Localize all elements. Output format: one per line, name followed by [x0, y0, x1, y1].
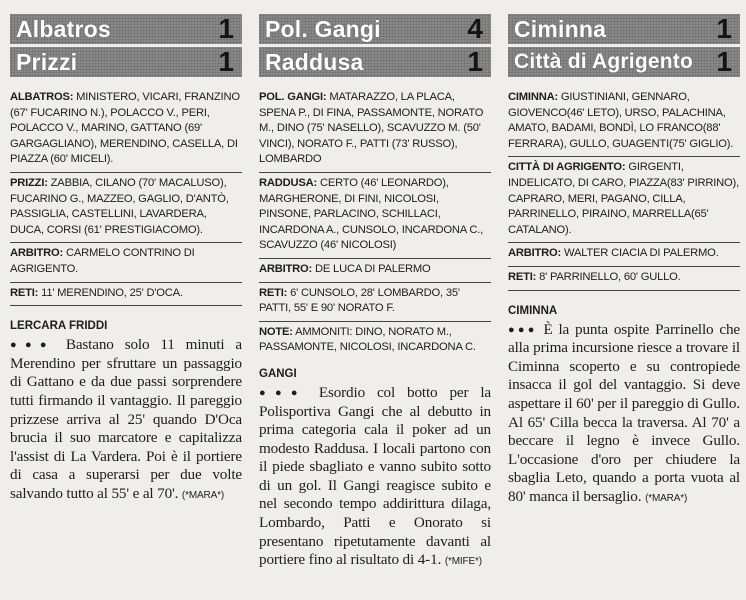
away-lineup	[259, 173, 491, 259]
notes	[259, 322, 491, 360]
home-team-band	[10, 14, 242, 44]
home-team-name: Pol. Gangi	[265, 15, 381, 42]
away-team-score: 1	[467, 46, 483, 77]
lineup-label: CIMINNA:	[508, 91, 558, 103]
lineup-text: MATARAZZO, LA PLACA, SPENA P., DI FINA, PASSAMONTE, NORATO M., DINO (75' NASELLO), SCAVUZZO M. (50' VINCI), NORATO F., PATTI (73' RUSSO), LOMBARDO	[259, 91, 484, 166]
referee-text: CARMELO CONTRINO DI AGRIGENTO.	[10, 247, 195, 275]
chronicle-text	[508, 321, 740, 509]
away-team-band	[10, 47, 242, 77]
home-team-name: Ciminna	[514, 15, 607, 42]
home-team-score: 4	[467, 13, 483, 44]
lineup-text: CERTO (46' LEONARDO), MARGHERONE, DI FINI, NICOLOSI, PINSONE, PARLACINO, SCHILLACI, INCARDONA A., CUNSOLO, INCARDONA C., SCAVUZZO (46' NICOLOSI)	[259, 176, 484, 252]
author-signature: (*MIFE*)	[444, 556, 482, 568]
author-signature: (*MARA*)	[645, 492, 688, 504]
lineup-label: ALBATROS:	[10, 91, 74, 103]
notes-text: AMMONITI: DINO, NORATO M., PASSAMONTE, NICOLOSI, INCARDONA C.	[259, 325, 476, 354]
lineup-text: ZABBIA, CILANO (70' MACALUSO), FUCARINO G., MAZZEO, GAGLIO, D'ANTÒ, PASSIGLIA, CASTELLINI, LAVARDERA, DUCA, CORSI (61' PRESTIGIACOMO).	[10, 176, 229, 236]
lineup-text: GIUSTINIANI, GENNARO, GIOVENCO(46' LETO), URSO, PALACHINA, AMATO, BADAMI, BONDÌ, LO FRANCO(88' FERRARA), GULLO, GUAGENTI(75' GIGLIO).	[508, 91, 734, 150]
bullet-dots: ●●●	[10, 339, 55, 352]
lineup-label: RADDUSA:	[259, 176, 318, 189]
match-column-albatros-prizzi	[10, 14, 242, 600]
referee	[10, 243, 242, 282]
chronicle-place: GANGI	[259, 367, 297, 380]
away-team-band	[508, 47, 740, 77]
away-team-name: Raddusa	[265, 48, 364, 75]
referee-text: DE LUCA DI PALERMO	[312, 262, 431, 275]
chronicle-text	[259, 384, 491, 572]
goals-label: RETI:	[259, 286, 288, 299]
notes-label: NOTE:	[259, 325, 293, 338]
lineup-text: MINISTERO, VICARI, FRANZINO (67' FUCARINO N.), POLACCO V., PERI, POLACCO V., MARINO, GATTANO (69' GARGAGLIANO), MERENDINO, CASELLA, DI PIAZZA (60' MICELI).	[10, 91, 240, 166]
home-lineup	[10, 87, 242, 173]
away-team-score: 1	[716, 46, 732, 77]
home-team-band	[508, 14, 740, 44]
scoreboard	[259, 14, 491, 77]
away-lineup	[10, 173, 242, 243]
goals-label: RETI:	[10, 286, 39, 299]
away-team-name: Città di Agrigento	[514, 50, 693, 73]
referee-label: ARBITRO:	[508, 247, 562, 260]
lineup-label: PRIZZI:	[10, 176, 48, 189]
chronicle-body: Esordio col botto per la Polisportiva Gangi che al debutto in prima categoria cala il poker ad un modesto Raddusa. I locali partono con il piede sbagliato e vanno subito sotto di un gol. Il Gangi reagisce subito e nel secondo tempo addirittura dilaga, Lombardo, Patti e Onorato si presentano ripetutamente davanti al portiere fino al risultato di 4-1.	[259, 383, 492, 569]
goals	[508, 267, 740, 291]
home-team-score: 1	[716, 13, 732, 44]
chronicle-text	[10, 336, 242, 505]
bullet-dots: ●●●	[508, 323, 538, 336]
match-column-gangi-raddusa	[259, 14, 491, 600]
away-team-band	[259, 47, 491, 77]
away-team-score: 1	[218, 46, 234, 77]
chronicle-place: LERCARA FRIDDI	[10, 320, 108, 333]
bullet-dots: ●●●	[259, 386, 307, 399]
home-team-score: 1	[218, 13, 234, 44]
home-lineup	[259, 87, 491, 173]
lineup-label: POL. GANGI:	[259, 91, 327, 103]
referee-label: ARBITRO:	[259, 262, 313, 275]
referee	[259, 259, 491, 283]
goals-text: 11' MERENDINO, 25' D'OCA.	[38, 286, 183, 299]
home-lineup	[508, 87, 740, 157]
away-lineup	[508, 157, 740, 243]
author-signature: (*MARA*)	[181, 489, 225, 501]
match-column-ciminna-agrigento	[508, 14, 740, 600]
goals-label: RETI:	[508, 270, 537, 283]
referee-text: WALTER CIACIA DI PALERMO.	[561, 247, 719, 260]
home-team-band	[259, 14, 491, 44]
chronicle-body: Bastano solo 11 minuti a Merendino per sfruttare un passaggio di Gattano e da due passi sorprendere tutti firmando il vantaggio. Il pareggio prizzese arriva al 25' quando D'Oca brucia il suo marcatore e capitalizza l'assist di La Vardera. Poi è il portiere di casa a superarsi per due volte salvando tutto al 55' e al 70'.	[10, 336, 242, 502]
goals	[259, 283, 491, 322]
chronicle-place: CIMINNA	[508, 304, 558, 317]
goals-text: 6' CUNSOLO, 28' LOMBARDO, 35' PATTI, 55' E 90' NORATO F.	[259, 286, 460, 315]
away-team-name: Prizzi	[16, 48, 78, 75]
goals	[10, 283, 242, 307]
scoreboard	[10, 14, 242, 77]
scoreboard	[508, 14, 740, 77]
chronicle-body: È la punta ospite Parrinello che alla prima incursione riesce a trovare il Ciminna scoperto e su contropiede insacca il gol del vantaggio. Si deve aspettare il 60' per il pareggio di Gullo. Al 65' Cilla becca la traversa. Al 70' a beccare il legno è invece Gullo. L'occasione d'oro per chiudere la sbaglia Leto, quando a porta vuota al 80' manca il bersaglio.	[508, 320, 740, 505]
referee-label: ARBITRO:	[10, 247, 64, 260]
home-team-name: Albatros	[16, 15, 111, 42]
lineup-text: GIRGENTI, INDELICATO, DI CARO, PIAZZA(83' PIRRINO), CAPRARO, MERI, PAGANO, CILLA, PARRINELLO, PIRAINO, MARRELLA(65' CATALANO).	[508, 161, 739, 236]
referee	[508, 243, 740, 267]
lineup-label: CITTÀ DI AGRIGENTO:	[508, 161, 626, 174]
goals-text: 8' PARRINELLO, 60' GULLO.	[536, 270, 681, 283]
